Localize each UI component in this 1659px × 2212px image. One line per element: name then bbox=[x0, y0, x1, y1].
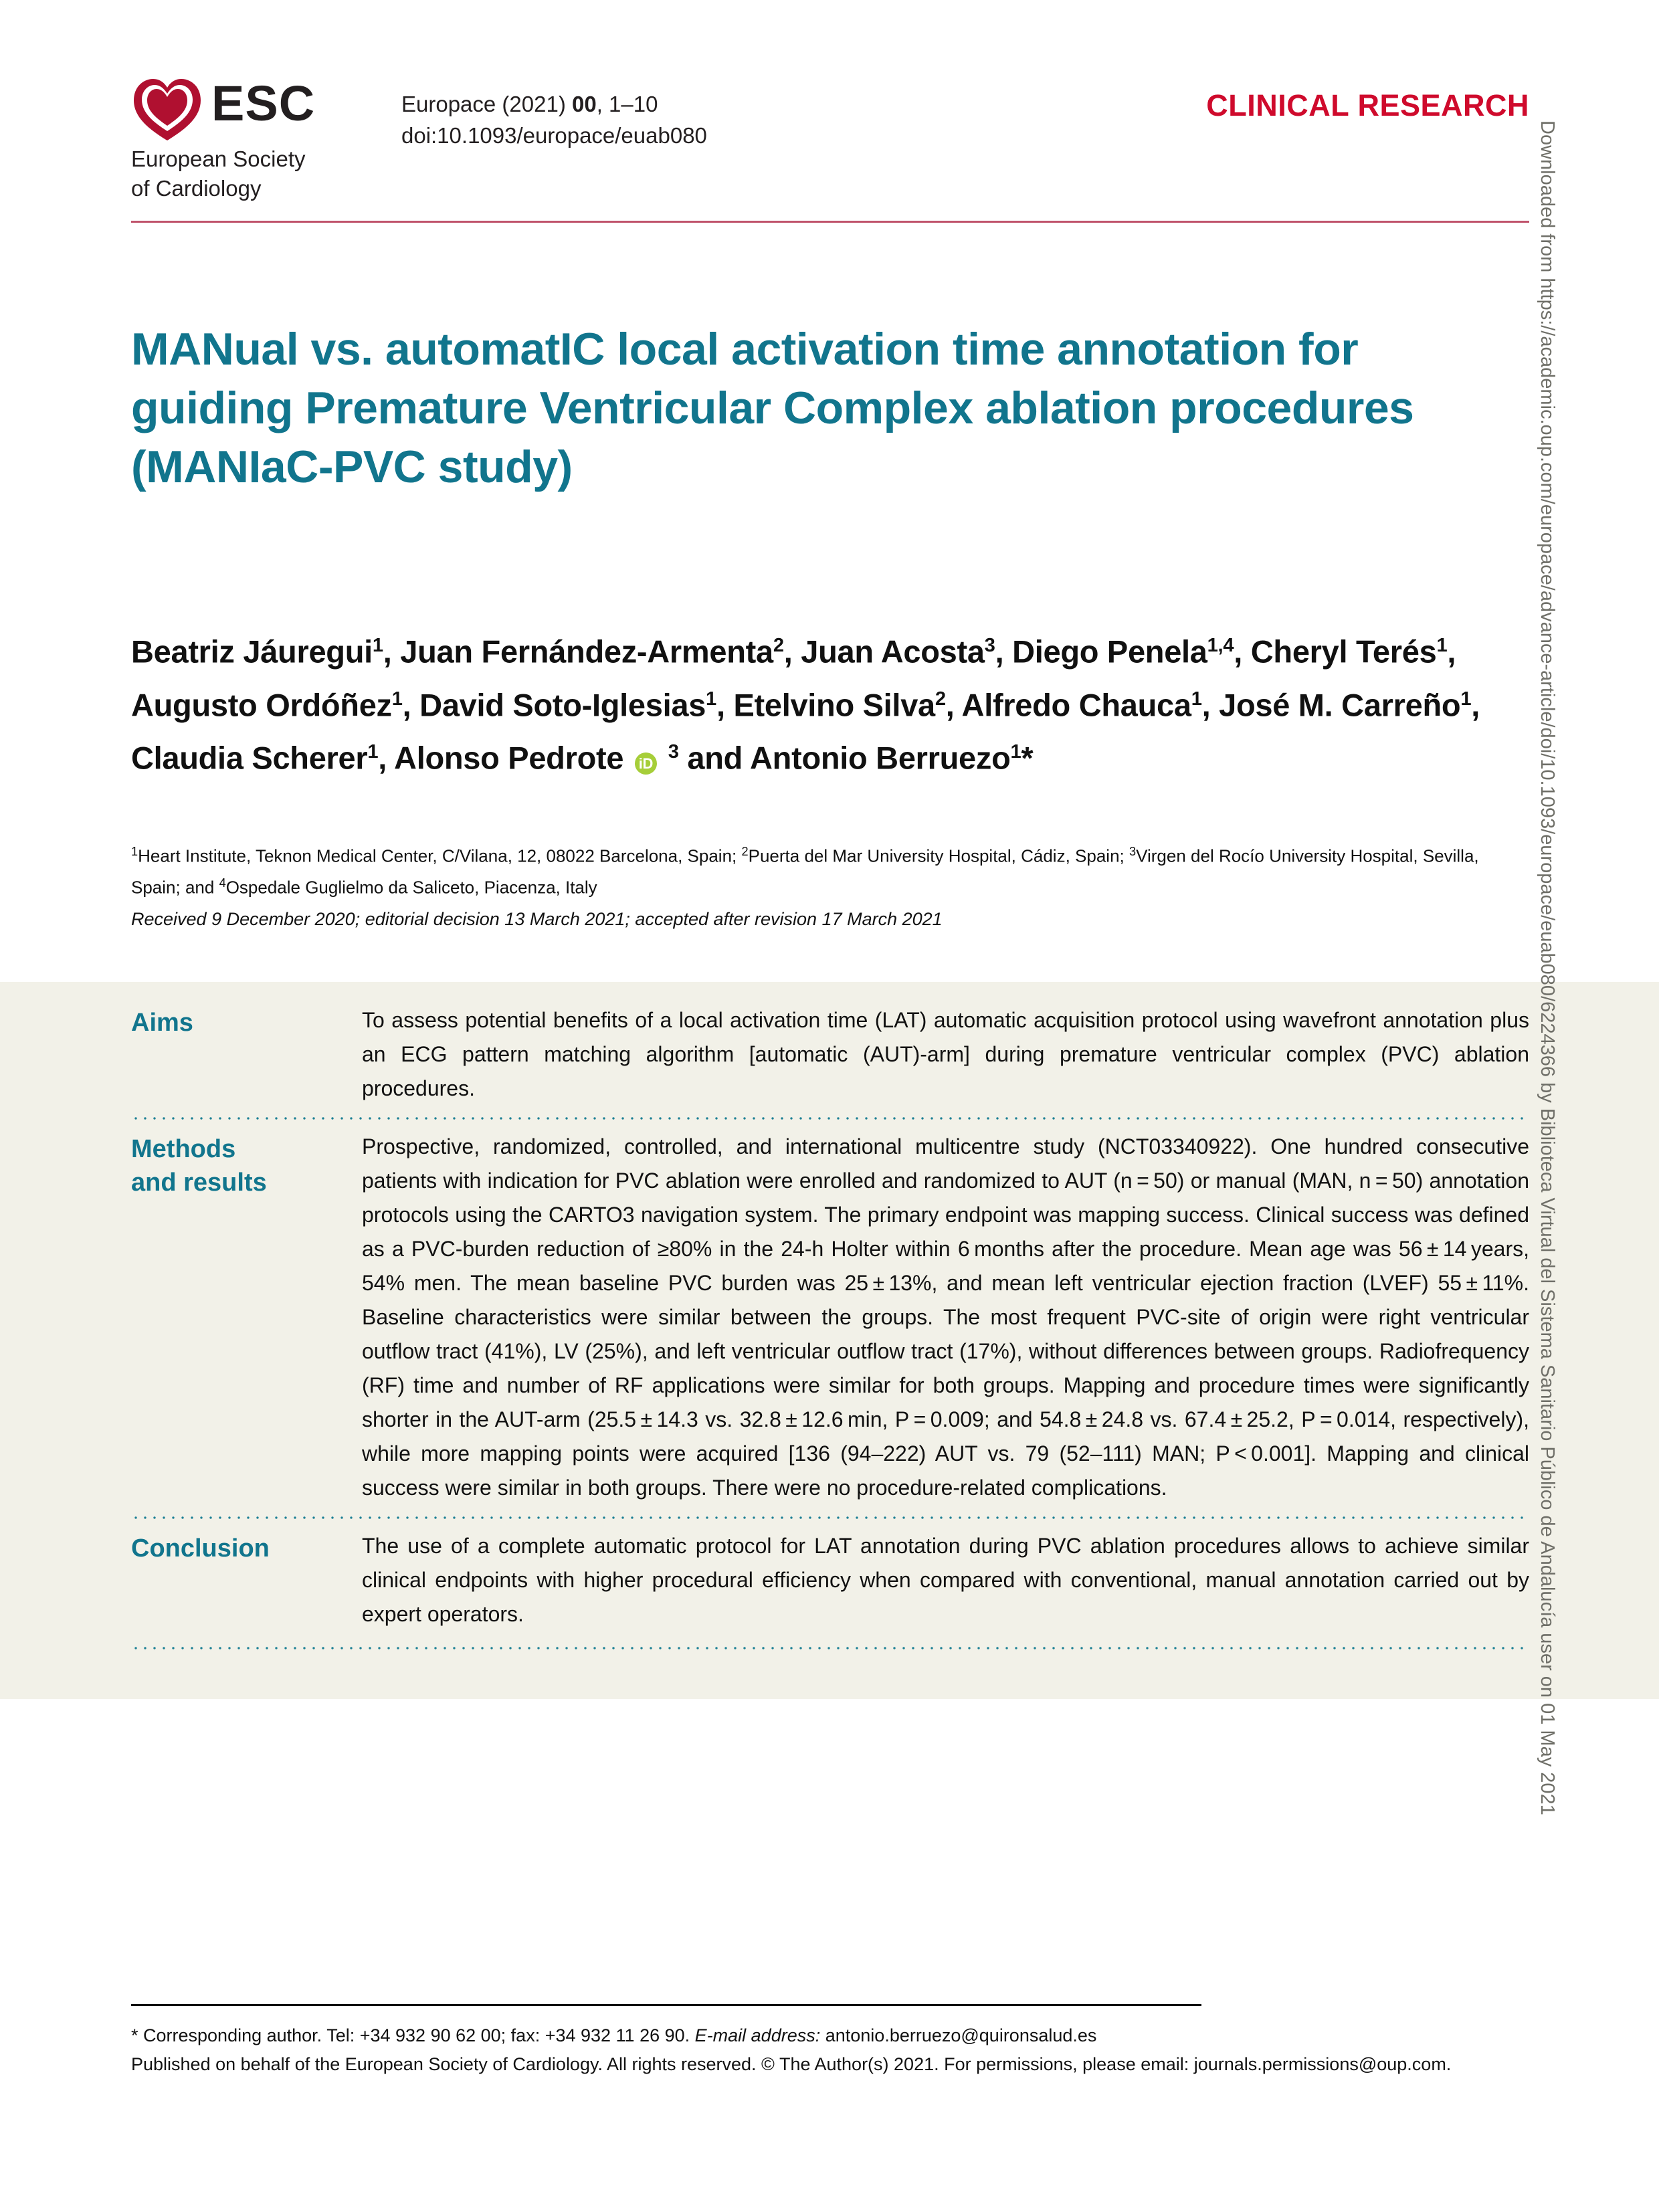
copyright-line: Published on behalf of the European Society of Cardiology. All rights reserved. © The Author(s) 2021. For permissions, please email: journals.permissions@oup.com. bbox=[131, 2054, 1452, 2074]
page-footer bbox=[131, 2021, 1469, 2079]
orcid-icon[interactable]: iD bbox=[635, 752, 657, 775]
abstract-label-conclusion bbox=[131, 1529, 362, 1631]
affiliations: $^1$Heart Institute, Teknon Medical Center, C/Vilana, 12, 08022 Barcelona, Spain; $^2$Puerta del Mar University Hospital, Cádiz, Spain; $^3$Virgen del Rocío University Hospital, Sevilla, Spain; and $^4$Ospedale Guglielmo da Saliceto, Piacenza, Italy bbox=[131, 845, 1479, 898]
abstract-text-aims: To assess potential benefits of a local activation time (LAT) automatic acquisition protocol using wavefront annotation plus an ECG pattern matching algorithm [automatic (AUT)-arm] during premature ventricular complex (PVC) ablation procedures. bbox=[362, 1008, 1529, 1100]
esc-logo-subtitle-line2: of Cardiology bbox=[131, 176, 262, 201]
abstract-label-methods-line2: and results bbox=[131, 1169, 267, 1197]
author-list: Beatriz Jáuregui$^1$, Juan Fernández-Armenta$^2$, Juan Acosta$^3$, Diego Penela$^{1,4}$, Cheryl Terés$^1$, Augusto Ordóñez$^1$, David Soto-Iglesias$^1$, Etelvino Silva$^2$, Alfredo Chauca$^1$, José M. Carreño$^1$, Claudia Scherer$^1$, Alonso Pedrote iD $^3$ and Antonio Berruezo$^1$* bbox=[131, 633, 1480, 776]
footer-divider bbox=[131, 2004, 1201, 2006]
corresponding-author-email[interactable]: antonio.berruezo@quironsalud.es bbox=[820, 2025, 1097, 2045]
email-address-label: E-mail address: bbox=[694, 2025, 821, 2045]
abstract-label-aims-line1: Aims bbox=[131, 1009, 193, 1037]
abstract-section-aims bbox=[131, 1003, 1529, 1106]
esc-logo-block bbox=[131, 74, 399, 202]
abstract-label-aims bbox=[131, 1003, 362, 1106]
abstract-section-conclusion bbox=[131, 1529, 1529, 1631]
journal-pages: , 1–10 bbox=[596, 92, 658, 116]
corresponding-author-line bbox=[131, 2021, 1469, 2050]
page-title: MANual vs. automatIC local activation time annotation for guiding Premature Ventricular Complex ablation procedures (MANIaC-PVC study) bbox=[131, 323, 1414, 492]
esc-heart-logo-icon bbox=[131, 76, 203, 143]
journal-reference bbox=[401, 88, 707, 151]
journal-citation-line bbox=[401, 88, 707, 120]
abstract-label-conclusion-line1: Conclusion bbox=[131, 1534, 270, 1563]
abstract-divider-3 bbox=[131, 1646, 1529, 1650]
abstract-label-methods bbox=[131, 1130, 362, 1505]
journal-volume: 00 bbox=[572, 92, 597, 116]
journal-name-year: Europace (2021) bbox=[401, 92, 572, 116]
abstract-section-methods-and-results bbox=[131, 1130, 1529, 1505]
journal-doi[interactable]: doi:10.1093/europace/euab080 bbox=[401, 123, 707, 148]
abstract-divider-2 bbox=[131, 1516, 1529, 1520]
abstract-text-conclusion: The use of a complete automatic protocol for LAT annotation during PVC ablation procedures allows to achieve similar clinical endpoints with higher procedural efficiency when compared with conventional, manual annotation carried out by expert operators. bbox=[362, 1534, 1529, 1626]
download-source-stamp: Downloaded from https://academic.oup.com/europace/advance-article/doi/10.1093/europace/euab080/6224366 by Biblioteca Virtual del Sistema Sanitario Público de Andalucía user on 01 May 2021 bbox=[1537, 120, 1558, 1815]
abstract-text-methods-and-results: Prospective, randomized, controlled, and international multicentre study (NCT03340922). One hundred consecutive patients with indication for PVC ablation were enrolled and randomized to AUT (n = 50) or manual (MAN, n = 50) annotation protocols using the CARTO3 navigation system. The primary endpoint was mapping success. Clinical success was defined as a PVC-burden reduction of ≥80% in the 24-h Holter within 6 months after the procedure. Mean age was 56 ± 14 years, 54% men. The mean baseline PVC burden was 25 ± 13%, and mean left ventricular ejection fraction (LVEF) 55 ± 11%. Baseline characteristics were similar between the groups. The most frequent PVC-site of origin were right ventricular outflow tract (41%), LV (25%), and left ventricular outflow tract (17%), without differences between groups. Radiofrequency (RF) time and number of RF applications were similar for both groups. Mapping and procedure times were significantly shorter in the AUT-arm (25.5 ± 14.3 vs. 32.8 ± 12.6 min, P = 0.009; and 54.8 ± 24.8 vs. 67.4 ± 25.2, P = 0.014, respectively), while more mapping points were acquired [136 (94–222) AUT vs. 79 (52–111) MAN; P < 0.001]. Mapping and clinical success were similar in both groups. There were no procedure-related complications. bbox=[362, 1134, 1529, 1500]
page-header bbox=[131, 74, 1529, 201]
esc-logo-subtitle-line1: European Society bbox=[131, 146, 306, 171]
abstract bbox=[131, 1003, 1529, 1660]
esc-logo-letters: ESC bbox=[211, 76, 316, 131]
corresponding-author-phone: * Corresponding author. Tel: +34 932 90 62 00; fax: +34 932 11 26 90. bbox=[131, 2025, 695, 2045]
header-divider bbox=[131, 221, 1529, 223]
received-dates: Received 9 December 2020; editorial decision 13 March 2021; accepted after revision 17 March 2021 bbox=[131, 909, 943, 929]
abstract-label-methods-line1: Methods bbox=[131, 1135, 236, 1163]
abstract-divider-1 bbox=[131, 1116, 1529, 1120]
article-section-label: CLINICAL RESEARCH bbox=[1206, 88, 1529, 122]
